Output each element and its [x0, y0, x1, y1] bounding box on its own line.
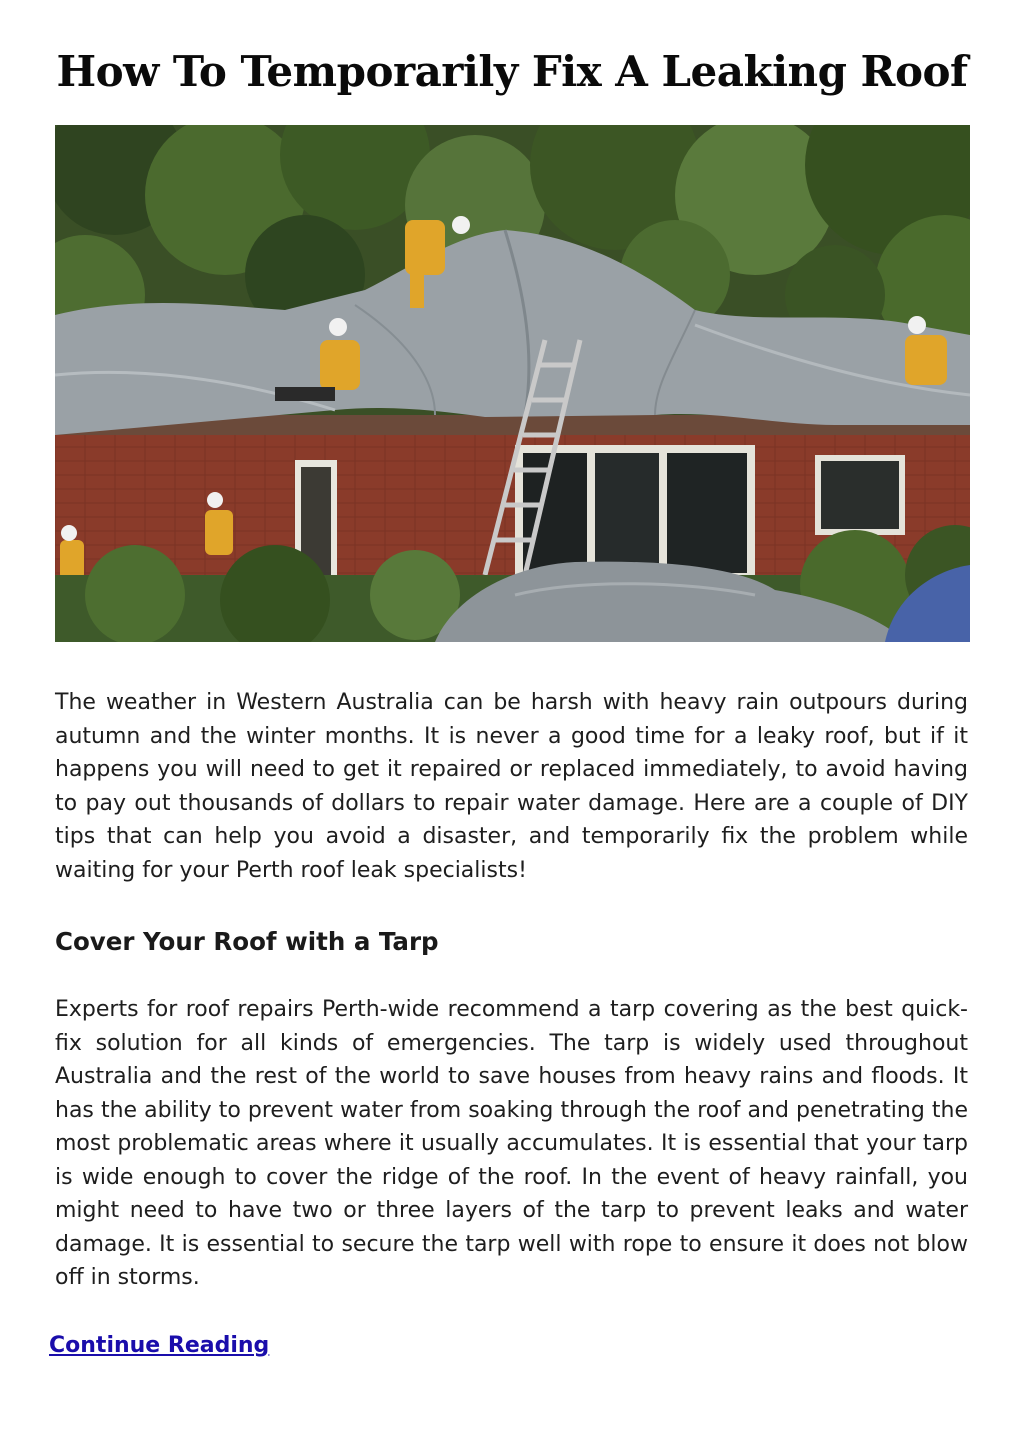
section-paragraph: Experts for roof repairs Perth-wide recommend a tarp covering as the best quick-fix solution for all kinds of emergencies. The tarp is widely used throughout Australia and the rest of the world to save houses from heavy rains and floods. It has the ability to prevent water from soaking through the roof and penetrating the most problematic areas where it usually accumulates. It is essential that your tarp is wide enough to cover the ridge of the roof. In the event of heavy rainfall, you might need to have two or three layers of the tarp to prevent leaks and water damage. It is essential to secure the tarp well with rope to ensure it does not blow off in storms.: [55, 997, 968, 1290]
hero-photo: [55, 125, 970, 642]
continue-reading-link[interactable]: Continue Reading: [49, 1333, 270, 1358]
page-title: How To Temporarily Fix A Leaking Roof: [56, 47, 968, 96]
intro-paragraph: The weather in Western Australia can be harsh with heavy rain outpours during autumn and the winter months. It is never a good time for a leaky roof, but if it happens you will need to get it repaired or replaced immediately, to avoid having to pay out thousands of dollars to repair water damage. Here are a couple of DIY tips that can help you avoid a disaster, and temporarily fix the problem while waiting for your Perth roof leak specialists!: [55, 690, 968, 883]
roof-tarp-photo: [55, 125, 970, 642]
section-heading: Cover Your Roof with a Tarp: [55, 927, 439, 956]
